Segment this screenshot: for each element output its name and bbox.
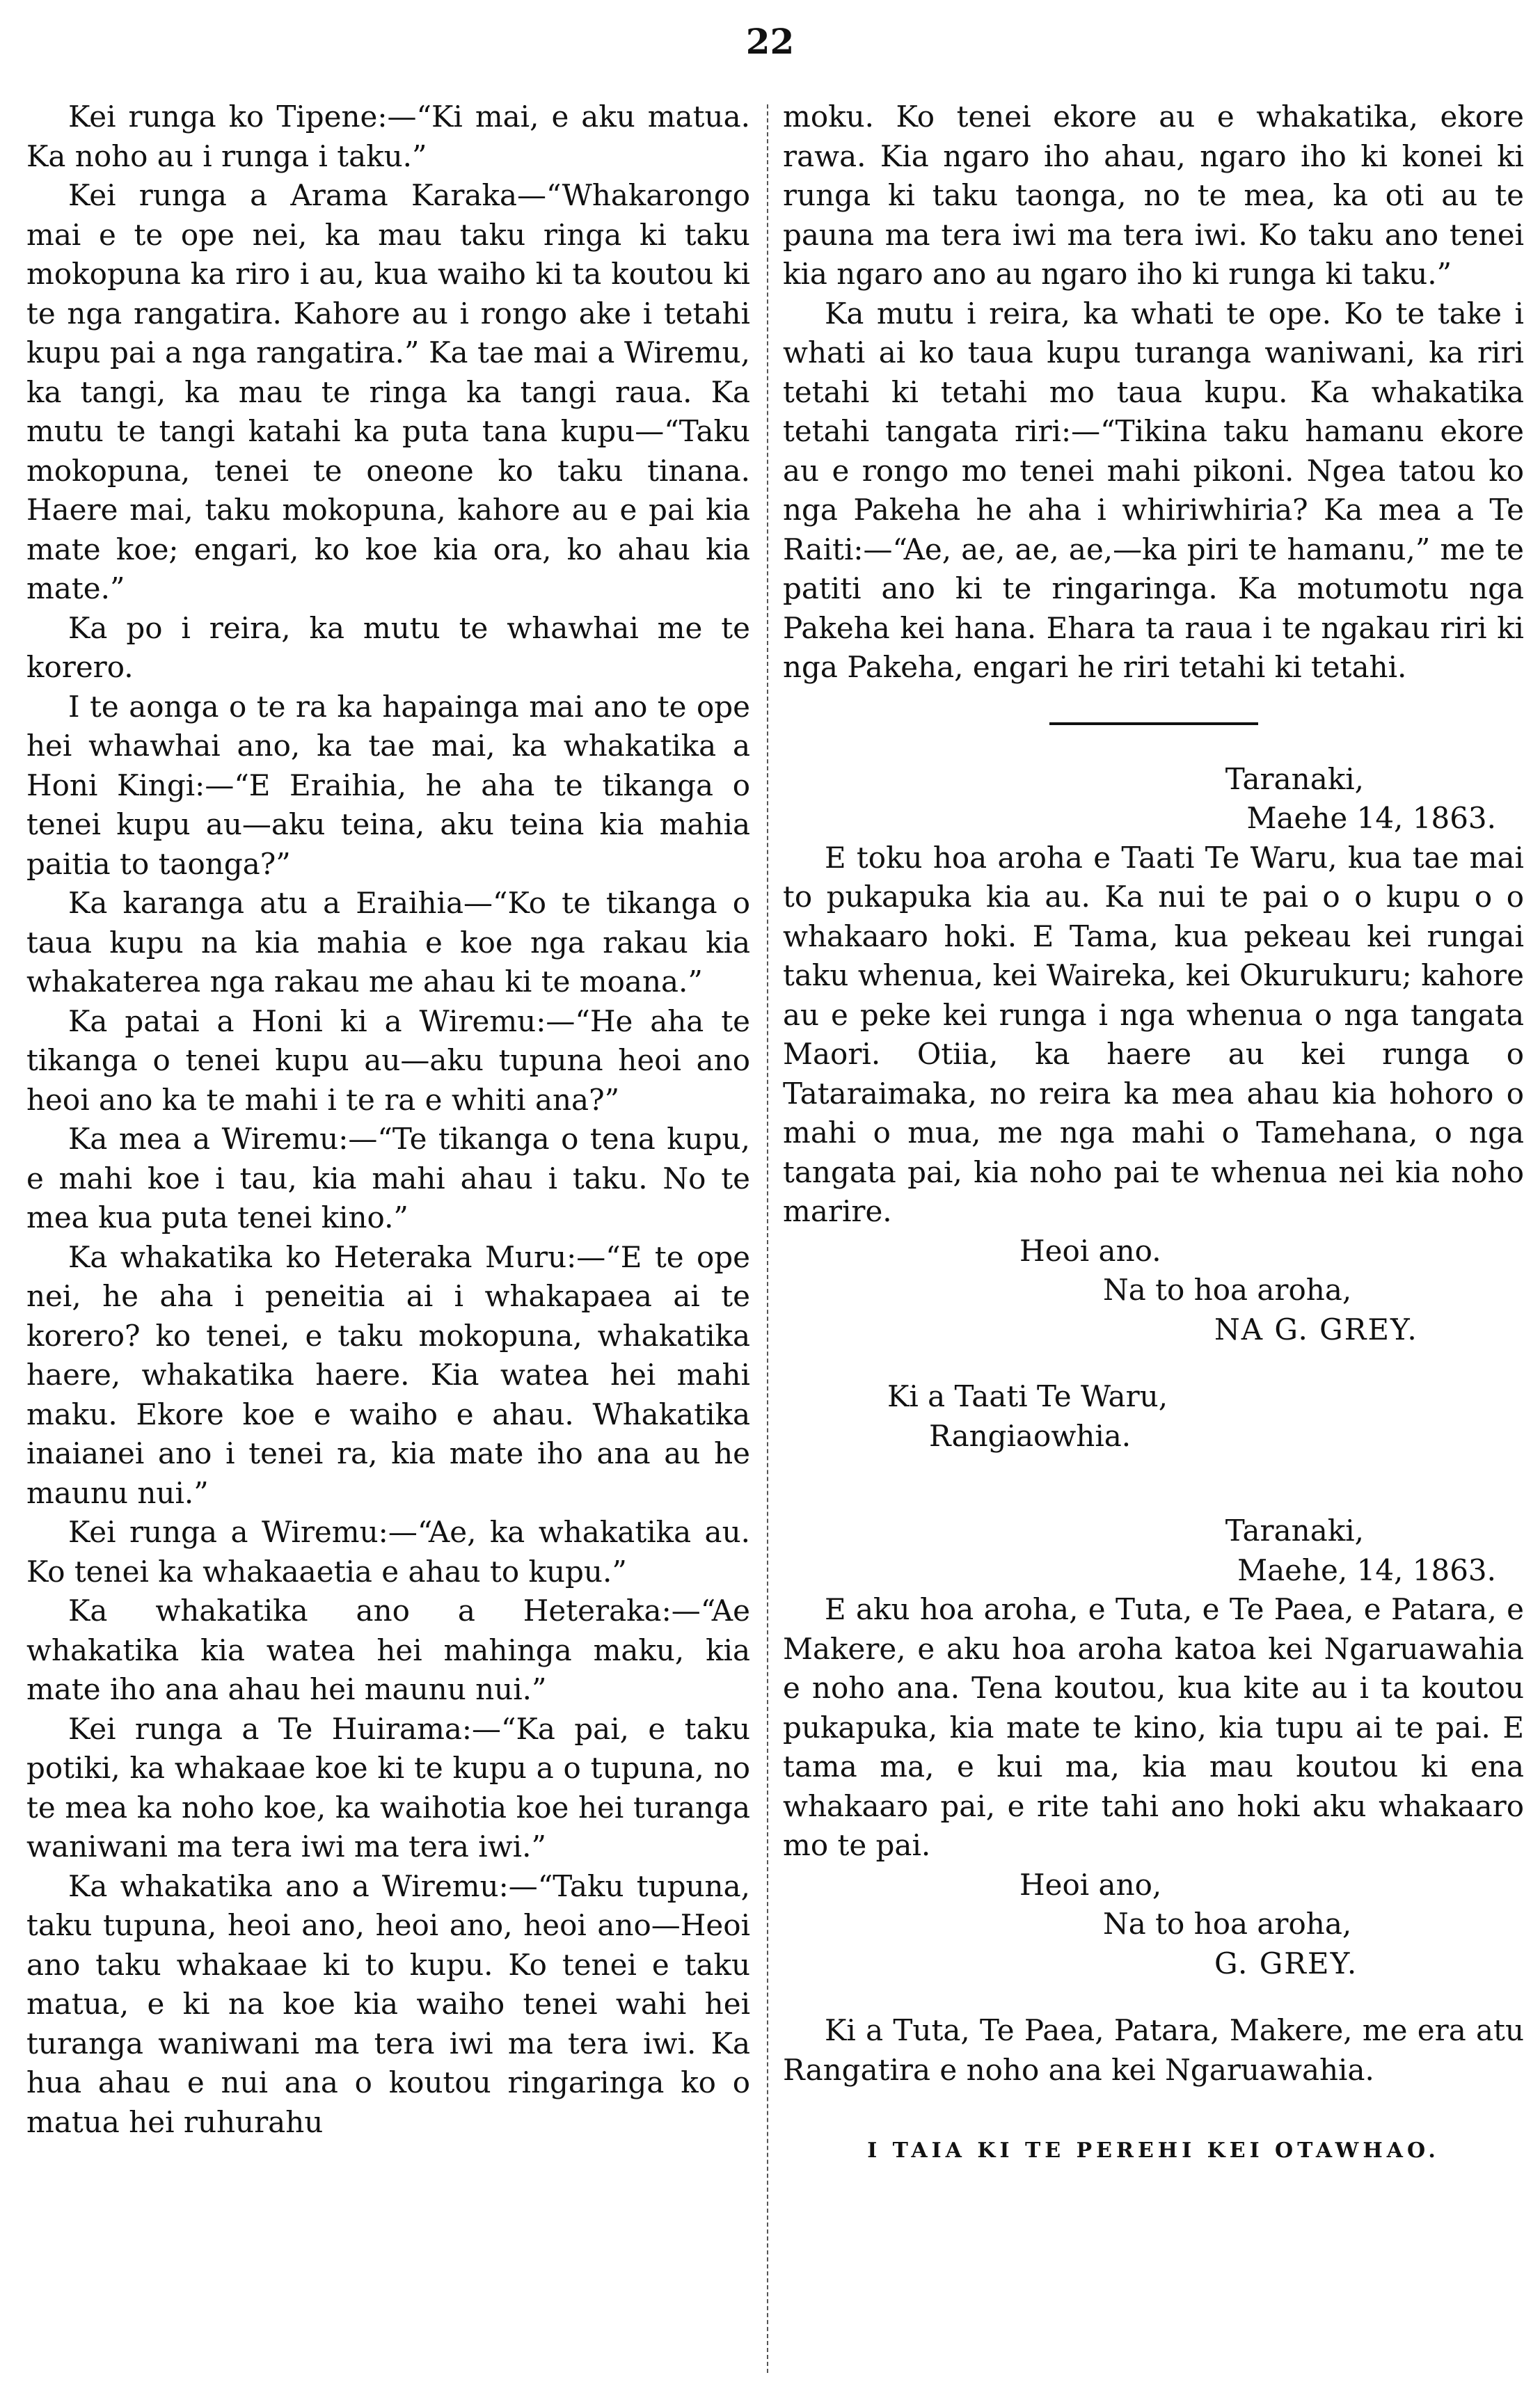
letter-place: Taranaki, — [1225, 761, 1364, 796]
paragraph: Ka mea a Wiremu:—“Te tikanga o tena kupu, e mahi koe i tau, kia mahi ahau i taku. No te mea kua puta tenei kino.” — [26, 1122, 750, 1234]
paragraph: Ka po i reira, ka mutu te whawhai me te korero. — [26, 610, 750, 684]
letter-date: Maehe 14, 1863. — [1246, 801, 1496, 835]
right-column — [783, 97, 1524, 2171]
letter-place: Taranaki, — [1225, 1514, 1364, 1548]
paragraph: I te aonga o te ra ka hapainga mai ano te ope hei whawhai ano, ka tae mai, ka whakatika a Honi Kingi:—“E Eraihia, he aha te tikanga o tenei kupu au—aku teina, aku teina kia mahia paitia to taonga?” — [26, 689, 750, 881]
letter-closing: Na to hoa aroha, — [1103, 1907, 1352, 1941]
letter-signer: NA G. GREY. — [1214, 1312, 1418, 1347]
letter-body: E aku hoa aroha, e Tuta, e Te Paea, e Patara, e Makere, e aku hoa aroha katoa kei Ngaruawahia e noho ana. Tena koutou, kua kite au i ta koutou pukapuka, kia mate te kino, kia tupu ai te pai. E tama ma, e kui ma, kia mau koutou ki ena whakaaro pai, e rite tahi ano hoki aku whakaaro mo te pai. — [783, 1592, 1524, 1862]
paragraph: Ka whakatika ano a Heteraka:—“Ae whakatika kia watea hei mahinga maku, kia mate iho ana ahau hei maunu nui.” — [26, 1594, 750, 1706]
letter-signer: G. GREY. — [1214, 1946, 1358, 1980]
letter-date: Maehe, 14, 1863. — [1237, 1553, 1496, 1587]
paragraph: Ka mutu i reira, ka whati te ope. Ko te take i whati ai ko taua kupu turanga waniwani, ka riri tetahi ki tetahi mo taua kupu. Ka whakatika tetahi tangata riri:—“Tikina taku hamanu ekore au e rongo mo tenei mahi pikoni. Ngea tatou ko nga Pakeha he aha i whiriwhiria? Ka mea a Te Raiti:—“Ae, ae, ae, ae,—ka piri te hamanu,” me te patiti ano ki te ringaringa. Ka motumotu nga Pakeha kei hana. Ehara ta raua i te ngakau riri ki nga Pakeha, engari he riri tetahi ki tetahi. — [783, 296, 1524, 684]
left-column — [26, 97, 750, 2142]
letter-close: Heoi ano. — [1019, 1233, 1161, 1268]
paragraph: Ka whakatika ko Heteraka Muru:—“E te ope nei, he aha i peneitia ai i whakapaea ai te korero? ko tenei, e taku mokopuna, whakatika haere, whakatika haere. Kia watea hei mahi maku. Ekore koe e waiho e ahau. Whakatika inaianei ano i tenei ra, kia mate iho ana au he maunu nui.” — [26, 1239, 750, 1510]
paragraph: Kei runga a Wiremu:—“Ae, ka whakatika au. Ko tenei ka whakaaetia e ahau to kupu.” — [26, 1515, 750, 1589]
letter-closing: Na to hoa aroha, — [1103, 1273, 1352, 1307]
spacer — [783, 1983, 1524, 2011]
letter-close: Heoi ano, — [1019, 1867, 1162, 1902]
spacer — [783, 1456, 1524, 1484]
printer-imprint: I TAIA KI TE PEREHI KEI OTAWHAO. — [867, 2138, 1440, 2163]
section-separator — [1049, 722, 1258, 725]
letter-address-line: Rangiaowhia. — [929, 1418, 1132, 1453]
paragraph: Kei runga ko Tipene:—“Ki mai, e aku matua. Ka noho au i runga i taku.” — [26, 100, 750, 173]
paragraph: Kei runga a Te Huirama:—“Ka pai, e taku potiki, ka whakaae koe ki te kupu a o tupuna, no te mea ka noho koe, ka waihotia koe hei turanga waniwani ma tera iwi ma tera iwi.” — [26, 1711, 750, 1864]
spacer — [783, 1484, 1524, 1511]
letter-body: E toku hoa aroha e Taati Te Waru, kua tae mai to pukapuka kia au. Ka nui te pai o o kupu o o whakaaro hoki. E Tama, kua pekeau kei rungai taku whenua, kei Waireka, kei Okurukuru; kahore au e peke kei runga i nga whenua o nga tangata Maori. Otiia, ka haere au kei runga o Tataraimaka, no reira ka mea ahau kia hohoro o mahi o mua, me nga mahi o Tamehana, o nga tangata pai, kia noho pai te whenua nei kia noho marire. — [783, 840, 1524, 1228]
letter-addressee: Ki a Tuta, Te Paea, Patara, Makere, me era atu Rangatira e noho ana kei Ngaruawahia. — [783, 2013, 1524, 2087]
spacer — [783, 1349, 1524, 1377]
paragraph: Ka patai a Honi ki a Wiremu:—“He aha te tikanga o tenei kupu au—aku tupuna heoi ano heoi ano ka te mahi i te ra e whiti ana?” — [26, 1003, 750, 1117]
letter-grey-to-taati — [783, 760, 1524, 1456]
paragraph: Ka whakatika ano a Wiremu:—“Taku tupuna, taku tupuna, heoi ano, heoi ano, heoi ano—Heoi ano taku whakaae ki to kupu. Ko tenei e taku matua, e ki na koe kia waiho tenei wahi hei turanga waniwani ma tera iwi ma tera iwi. Ka hua ahau e nui ana o koutou ringaringa ko o matua hei ruhurahu — [26, 1868, 750, 2139]
page-number: 22 — [745, 21, 795, 62]
column-divider — [767, 104, 768, 2373]
letter-addressee: Ki a Taati Te Waru, — [887, 1379, 1168, 1413]
paragraph: Kei runga a Arama Karaka—“Whakarongo mai e te ope nei, ka mau taku ringa ki taku mokopuna ka riro i au, kua waiho ki ta koutou ki te nga rangatira. Kahore au i rongo ake i tetahi kupu pai a nga rangatira.” Ka tae mai a Wiremu, ka tangi, ka mau te ringa ka tangi raua. Ka mutu te tangi katahi ka puta tana kupu—“Taku mokopuna, tenei te oneone ko taku tinana. Haere mai, taku mokopuna, kahore au e pai kia mate koe; engari, ko koe kia ora, ko ahau kia mate.” — [26, 178, 750, 605]
letter-grey-to-tuta — [783, 1511, 1524, 2090]
continuation-paragraph: moku. Ko tenei ekore au e whakatika, ekore rawa. Kia ngaro iho ahau, ngaro iho ki konei ki runga ki taku taonga, no te mea, ka oti au te pauna ma tera iwi ma tera iwi. Ko taku ano tenei kia ngaro ano au ngaro iho ki runga ki taku.” — [783, 100, 1524, 291]
paragraph: Ka karanga atu a Eraihia—“Ko te tikanga o taua kupu na kia mahia e koe nga rakau kia whakaterea nga rakau me ahau ki te moana.” — [26, 886, 750, 999]
